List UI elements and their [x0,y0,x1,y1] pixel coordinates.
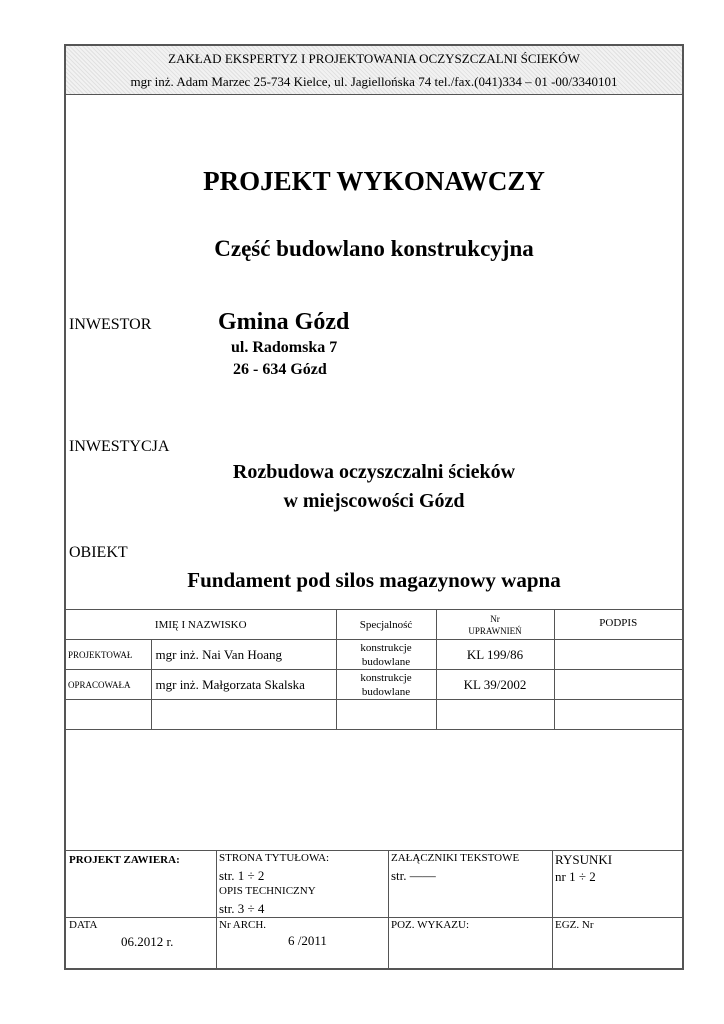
date-label: DATA [69,919,98,931]
designer-spec-line2: budowlane [361,655,411,668]
signature-table-header [66,610,682,640]
company-name: ZAKŁAD EKSPERTYZ I PROJEKTOWANIA OCZYSZCZALNI ŚCIEKÓW [168,51,580,66]
attachments-label: ZAŁĄCZNIKI TEKSTOWE [391,852,520,864]
designer-specialty [336,640,436,670]
signature-row [66,670,682,700]
investment-line2: w miejscowości Gózd [283,490,465,512]
signature-row-empty [66,700,682,730]
divider [216,850,217,968]
object-label: OBIEKT [69,544,128,561]
divider [552,850,553,968]
document-title: PROJEKT WYKONAWCZY [203,166,545,196]
designer-signature [554,640,682,670]
editor-signature [554,670,682,700]
investor-label: INWESTOR [69,316,152,333]
document-subtitle: Część budowlano konstrukcyjna [214,236,534,261]
empty-cell [554,700,682,730]
designer-spec-line1: konstrukcje [360,641,412,654]
empty-cell [336,700,436,730]
attachments-value: str. —— [391,868,436,883]
signature-table [66,609,682,730]
editor-spec-line1: konstrukcje [360,671,412,684]
list-position-label: POZ. WYKAZU: [391,919,470,931]
drawings-label: RYSUNKI [555,852,613,867]
object-value: Fundament pod silos magazynowy wapna [187,568,561,592]
divider [66,850,682,851]
title-page-label: STRONA TYTUŁOWA: [219,852,330,864]
role-editor: OPRACOWAŁA [66,670,151,700]
signature-row [66,640,682,670]
investment-label: INWESTYCJA [69,438,170,455]
investor-city: 26 - 634 Gózd [233,361,327,378]
editor-name: mgr inż. Małgorzata Skalska [151,670,336,700]
header-license-line2: UPRAWNIEŃ [468,625,522,636]
investment-line1: Rozbudowa oczyszczalni ścieków [232,461,516,483]
title-page-frame [64,44,684,970]
investor-name: Gmina Gózd [218,309,350,335]
empty-cell [436,700,554,730]
tech-desc-label: OPIS TECHNICZNY [219,885,316,897]
header-license [436,610,554,640]
divider [388,850,389,968]
archive-value: 6 /2011 [288,933,327,948]
header-specialty: Specjalność [336,610,436,640]
tech-desc-value: str. 3 ÷ 4 [219,901,265,916]
designer-name: mgr inż. Nai Van Hoang [151,640,336,670]
date-value: 06.2012 r. [121,934,174,949]
title-page-value: str. 1 ÷ 2 [219,868,265,883]
empty-cell [66,700,151,730]
role-designer: PROJEKTOWAŁ [66,640,151,670]
company-contact: mgr inż. Adam Marzec 25-734 Kielce, ul. Jagiellońska 74 tel./fax.(041)334 – 01 -00/3340101 [130,74,618,89]
copy-number-label: EGZ. Nr [555,919,594,931]
divider [66,917,682,918]
archive-label: Nr ARCH. [219,919,267,931]
drawings-value: nr 1 ÷ 2 [555,869,596,884]
investor-street: ul. Radomska 7 [231,339,338,356]
editor-specialty [336,670,436,700]
empty-cell [151,700,336,730]
header-license-line1: Nr [490,613,500,624]
designer-license: KL 199/86 [436,640,554,670]
header-signature: PODPIS [554,610,682,640]
editor-spec-line2: budowlane [361,685,411,698]
company-header [66,46,682,95]
contents-label: PROJEKT ZAWIERA: [69,854,180,866]
editor-license: KL 39/2002 [436,670,554,700]
header-name: IMIĘ I NAZWISKO [66,610,336,640]
